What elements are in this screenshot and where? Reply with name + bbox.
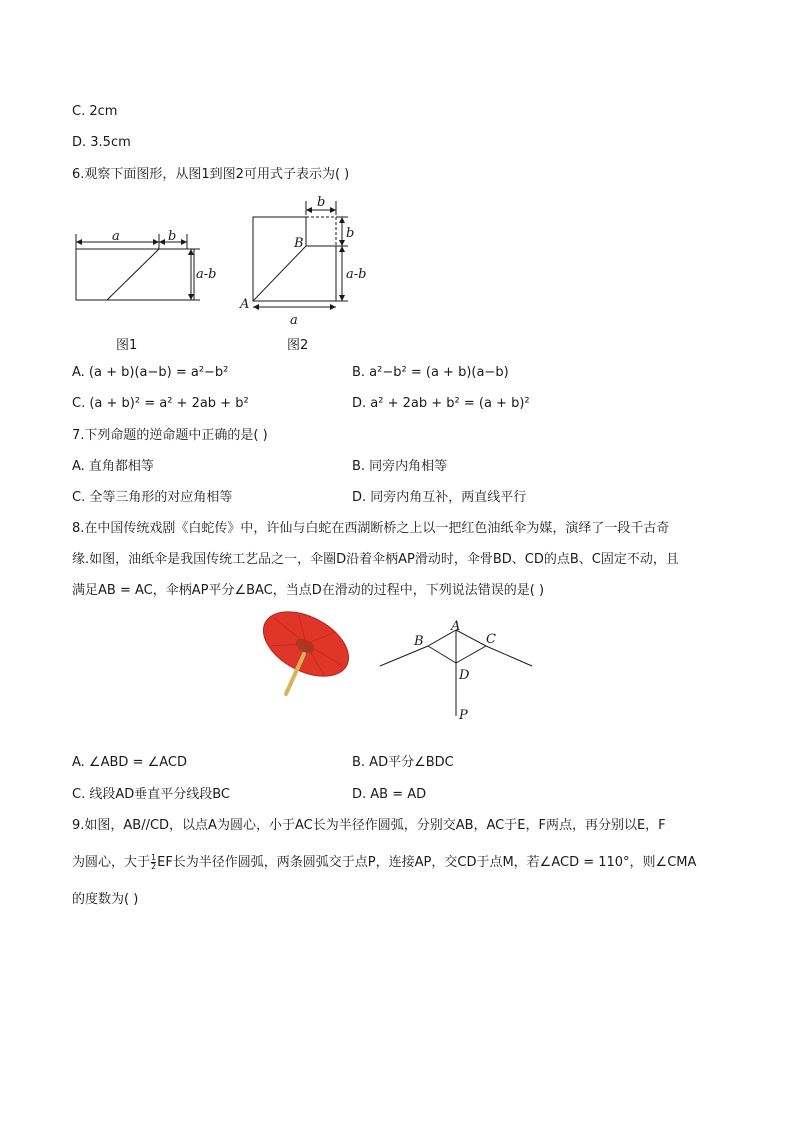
fig2-label-a: a (290, 313, 298, 328)
q6-figure-1 (70, 222, 230, 312)
q9-line2-post: EF长为半径作圆弧，两条圆弧交于点P，连接AP，交CD于点M，若∠ACD = 110°，则∠CMA (157, 855, 697, 870)
q7-stem: 7.下列命题的逆命题中正确的是( ) (72, 428, 268, 443)
fig1-caption: 图1 (116, 338, 138, 353)
diagram-label-P: P (459, 708, 468, 723)
q5-option-d: D. 3.5cm (72, 135, 131, 150)
fig2-caption: 图2 (287, 338, 309, 353)
fig2-label-A: A (240, 297, 250, 312)
q6-option-d: D. a² + 2ab + b² = (a + b)² (352, 396, 530, 411)
fraction-one-half (151, 854, 156, 871)
umbrella-photo (256, 606, 360, 698)
q9-stem-line1: 9.如图，AB//CD，以点A为圆心，小于AC长为半径作圆弧，分别交AB，AC于E，F两点，再分别以E，F (72, 818, 666, 833)
fraction-numerator: 1 (151, 853, 157, 862)
q6-stem: 6.观察下面图形，从图1到图2可用式子表示为( ) (72, 167, 350, 182)
q8-option-d: D. AB = AD (352, 787, 427, 802)
q7-option-a: A. 直角都相等 (72, 459, 154, 474)
diagram-label-D: D (459, 668, 470, 683)
q9-stem-line2 (72, 854, 696, 872)
q8-stem-line2: 缘.如图，油纸伞是我国传统工艺品之一，伞圈D沿着伞柄AP滑动时，伞骨BD、CD的点B、C固定不动，且 (72, 552, 679, 567)
fraction-denominator: 2 (151, 862, 157, 871)
fig1-label-amb: a-b (196, 267, 217, 282)
diagram-label-A: A (451, 619, 461, 634)
fig2-label-b-side: b (346, 226, 355, 241)
diagram-label-C: C (486, 632, 496, 647)
q6-option-a: A. (a + b)(a−b) = a²−b² (72, 365, 229, 380)
q8-option-c: C. 线段AD垂直平分线段BC (72, 787, 231, 802)
fig2-label-amb: a-b (346, 267, 367, 282)
q8-option-b: B. AD平分∠BDC (352, 755, 454, 770)
q8-option-a: A. ∠ABD = ∠ACD (72, 755, 187, 770)
diagram-label-B: B (414, 634, 424, 649)
q6-option-b: B. a²−b² = (a + b)(a−b) (352, 365, 509, 380)
q7-option-b: B. 同旁内角相等 (352, 459, 448, 474)
q9-stem-line3: 的度数为( ) (72, 892, 139, 907)
umbrella-diagram (374, 618, 544, 724)
q6-option-c: C. (a + b)² = a² + 2ab + b² (72, 396, 249, 411)
q8-stem-line1: 8.在中国传统戏剧《白蛇传》中，许仙与白蛇在西湖断桥之上以一把红色油纸伞为媒，演绎了一段千古奇 (72, 521, 670, 536)
fig2-label-b-top: b (317, 195, 326, 210)
fig2-label-B: B (294, 236, 304, 251)
fig1-label-b: b (168, 229, 177, 244)
q8-stem-line3: 满足AB = AC，伞柄AP平分∠BAC，当点D在滑动的过程中，下列说法错误的是( ) (72, 583, 545, 598)
q9-line2-pre: 为圆心，大于 (72, 855, 151, 870)
fig1-label-a: a (112, 229, 120, 244)
q7-option-c: C. 全等三角形的对应角相等 (72, 490, 233, 505)
q5-option-c: C. 2cm (72, 104, 118, 119)
q7-option-d: D. 同旁内角互补，两直线平行 (352, 490, 527, 505)
q6-figure-2 (236, 193, 376, 328)
